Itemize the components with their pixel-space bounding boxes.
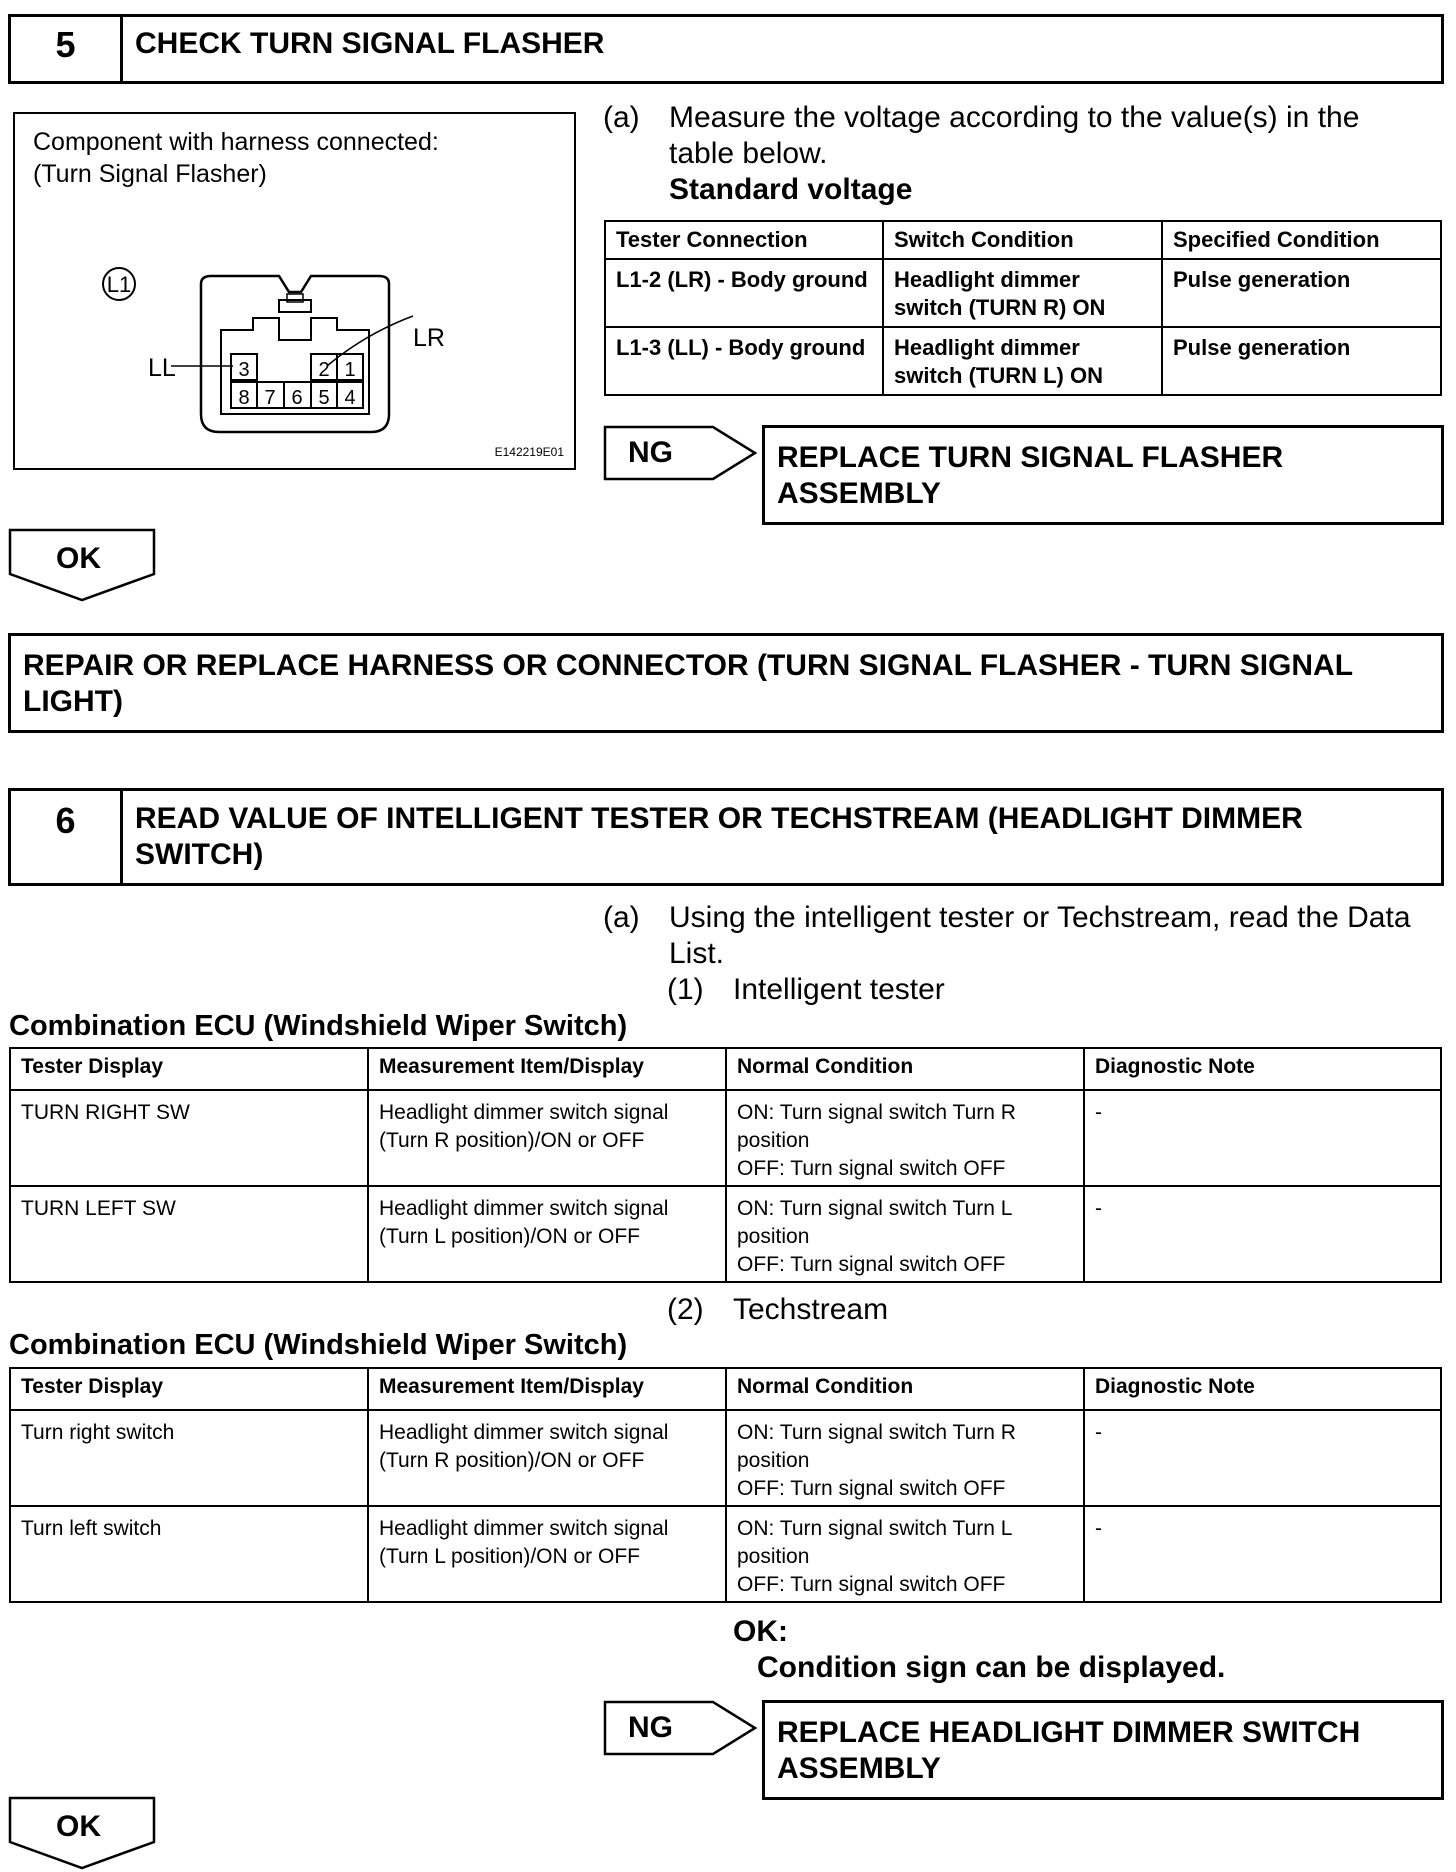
cell-switch-condition: Headlight dimmer switch (TURN R) ON (883, 259, 1162, 327)
step-5-header (8, 14, 1444, 84)
cell-tester-display: TURN RIGHT SW (10, 1090, 368, 1186)
header-measurement-item: Measurement Item/Display (368, 1368, 726, 1410)
ng-result-box (762, 425, 1444, 525)
cell-normal-condition: ON: Turn signal switch Turn R position OFF: Turn signal switch OFF (726, 1410, 1084, 1506)
cell-tester-display: Turn right switch (10, 1410, 368, 1506)
pin-8: 8 (238, 387, 250, 409)
step6-instruction-marker: (a) (603, 901, 640, 934)
sub2-marker: (2) (667, 1293, 704, 1326)
ng-label: NG (628, 1711, 673, 1744)
ok-label: OK (56, 542, 101, 575)
figure-code: E142219E01 (494, 445, 564, 459)
connector-id-label: L1 (106, 272, 132, 297)
label-lr: LR (413, 324, 445, 352)
header-tester-connection: Tester Connection (605, 221, 883, 259)
step6-instruction (669, 900, 1449, 972)
ok-label: OK (56, 1810, 101, 1843)
table-row (10, 1186, 1441, 1282)
table-header-row (10, 1048, 1441, 1090)
cell-measurement-item: Headlight dimmer switch signal (Turn R position)/ON or OFF (368, 1090, 726, 1186)
table-row (605, 327, 1441, 395)
ok-result-line2: LIGHT) (23, 685, 123, 718)
step6-instruction-line1: Using the intelligent tester or Techstream, read the Data (669, 901, 1411, 934)
sub1-marker: (1) (667, 973, 704, 1006)
ok-condition-text: Condition sign can be displayed. (757, 1651, 1226, 1684)
header-tester-display: Tester Display (10, 1368, 368, 1410)
table-header-row (605, 221, 1441, 259)
sub1-text: Intelligent tester (733, 973, 945, 1006)
cell-measurement-item: Headlight dimmer switch signal (Turn L position)/ON or OFF (368, 1506, 726, 1602)
step-title-line2: SWITCH) (135, 838, 264, 871)
header-specified-condition: Specified Condition (1162, 221, 1441, 259)
cell-normal-condition: ON: Turn signal switch Turn L position OFF: Turn signal switch OFF (726, 1506, 1084, 1602)
data-list-table-techstream (9, 1367, 1442, 1603)
header-normal-condition: Normal Condition (726, 1368, 1084, 1410)
label-ll: LL (148, 354, 176, 382)
cell-connection: L1-2 (LR) - Body ground (605, 259, 883, 327)
pin-6: 6 (291, 387, 303, 409)
cell-measurement-item: Headlight dimmer switch signal (Turn L position)/ON or OFF (368, 1186, 726, 1282)
step-title-line1: READ VALUE OF INTELLIGENT TESTER OR TECHSTREAM (HEADLIGHT DIMMER (135, 802, 1303, 835)
step5-instruction-marker: (a) (603, 101, 640, 134)
cell-diagnostic-note: - (1084, 1410, 1441, 1506)
header-switch-condition: Switch Condition (883, 221, 1162, 259)
sub2-text: Techstream (733, 1293, 889, 1326)
pin-4: 4 (344, 387, 356, 409)
ng-result-line1: REPLACE HEADLIGHT DIMMER SWITCH (777, 1716, 1361, 1749)
cell-switch-condition: Headlight dimmer switch (TURN L) ON (883, 327, 1162, 395)
table1-title: Combination ECU (Windshield Wiper Switch) (9, 1010, 628, 1042)
cell-specified: Pulse generation (1162, 327, 1441, 395)
table-row (10, 1410, 1441, 1506)
step5-instruction (669, 100, 1439, 208)
ng-label: NG (628, 436, 673, 469)
ng-result-box (762, 1700, 1444, 1800)
table-row (10, 1090, 1441, 1186)
ok-result-box (8, 633, 1444, 733)
connector-figure (13, 112, 576, 470)
cell-diagnostic-note: - (1084, 1090, 1441, 1186)
standard-voltage-heading: Standard voltage (669, 173, 913, 206)
table-row (605, 259, 1441, 327)
pin-7: 7 (264, 387, 276, 409)
ng-arrow (603, 1700, 763, 1760)
figure-caption-line2: (Turn Signal Flasher) (33, 160, 267, 188)
connector-diagram (15, 114, 575, 470)
cell-tester-display: Turn left switch (10, 1506, 368, 1602)
pin-2: 2 (318, 359, 330, 381)
ok-condition-heading: OK: (733, 1615, 788, 1648)
cell-tester-display: TURN LEFT SW (10, 1186, 368, 1282)
cell-diagnostic-note: - (1084, 1186, 1441, 1282)
ng-result-line2: ASSEMBLY (777, 1752, 941, 1785)
table-header-row (10, 1368, 1441, 1410)
step-title: CHECK TURN SIGNAL FLASHER (135, 27, 605, 60)
step5-instruction-line1: Measure the voltage according to the value(s) in the (669, 101, 1360, 134)
ok-result-line1: REPAIR OR REPLACE HARNESS OR CONNECTOR (TURN SIGNAL FLASHER - TURN SIGNAL (23, 649, 1354, 682)
cell-diagnostic-note: - (1084, 1506, 1441, 1602)
step5-instruction-line2: table below. (669, 137, 828, 170)
pin-1: 1 (344, 359, 356, 381)
pin-5: 5 (318, 387, 330, 409)
step-title (135, 801, 1425, 873)
header-measurement-item: Measurement Item/Display (368, 1048, 726, 1090)
pin-3: 3 (238, 359, 250, 381)
step-6-header (8, 788, 1444, 886)
cell-measurement-item: Headlight dimmer switch signal (Turn R position)/ON or OFF (368, 1410, 726, 1506)
ng-result-line1: REPLACE TURN SIGNAL FLASHER (777, 441, 1284, 474)
header-normal-condition: Normal Condition (726, 1048, 1084, 1090)
step-number: 5 (11, 17, 123, 81)
figure-caption-line1: Component with harness connected: (33, 128, 439, 156)
step-number: 6 (11, 791, 123, 883)
header-tester-display: Tester Display (10, 1048, 368, 1090)
header-diagnostic-note: Diagnostic Note (1084, 1048, 1441, 1090)
standard-voltage-table (604, 220, 1442, 396)
step6-instruction-line2: List. (669, 937, 725, 970)
header-diagnostic-note: Diagnostic Note (1084, 1368, 1441, 1410)
ng-arrow (603, 425, 763, 485)
table2-title: Combination ECU (Windshield Wiper Switch) (9, 1329, 628, 1361)
cell-normal-condition: ON: Turn signal switch Turn R position OFF: Turn signal switch OFF (726, 1090, 1084, 1186)
cell-specified: Pulse generation (1162, 259, 1441, 327)
ng-result-line2: ASSEMBLY (777, 477, 941, 510)
table-row (10, 1506, 1441, 1602)
cell-normal-condition: ON: Turn signal switch Turn L position OFF: Turn signal switch OFF (726, 1186, 1084, 1282)
cell-connection: L1-3 (LL) - Body ground (605, 327, 883, 395)
data-list-table-intelligent-tester (9, 1047, 1442, 1283)
